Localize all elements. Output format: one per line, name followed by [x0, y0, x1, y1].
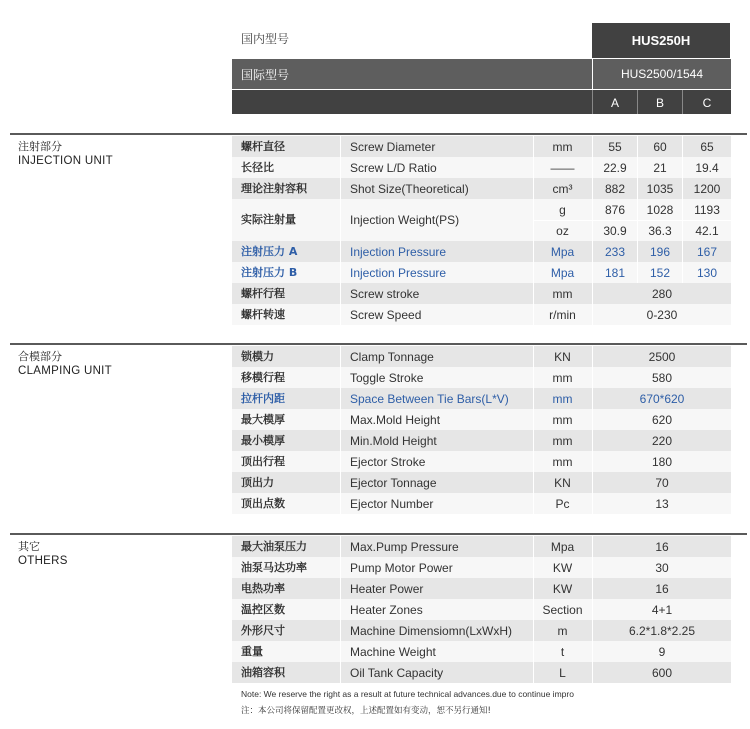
value: 180: [651, 455, 673, 469]
unit: mm: [552, 392, 573, 406]
unit: Mpa: [550, 266, 575, 280]
value-a: 30.9: [603, 224, 627, 238]
injection-section-title: [18, 140, 113, 168]
value-b: 60: [653, 140, 667, 154]
param-name-en: Heater Zones: [350, 603, 423, 617]
param-name-zh: 拉杆内距: [241, 392, 285, 405]
param-name-zh: 注射压力 A: [241, 245, 298, 258]
value: 30: [655, 561, 669, 575]
param-name-zh: 螺杆转速: [241, 308, 285, 321]
param-name-en: Max.Pump Pressure: [350, 540, 459, 554]
value: 620: [651, 413, 673, 427]
others-section-rule: [10, 533, 747, 535]
unit: mm: [552, 287, 573, 301]
value-b: 21: [653, 161, 667, 175]
param-name-en: Ejector Stroke: [350, 455, 426, 469]
value-c: 19.4: [695, 161, 719, 175]
unit: t: [560, 645, 565, 659]
others-title-en: OTHERS: [18, 555, 68, 567]
unit: mm: [552, 413, 573, 427]
unit: m: [557, 624, 568, 638]
param-name-en: Toggle Stroke: [350, 371, 424, 385]
domestic-model-value: HUS250H: [592, 23, 730, 58]
param-name-zh: 最大模厚: [241, 413, 285, 426]
param-name-en: Oil Tank Capacity: [350, 666, 444, 680]
clamping-title-en: CLAMPING UNIT: [18, 365, 112, 377]
param-name-zh: 最大油泵压力: [241, 540, 307, 553]
unit: g: [559, 203, 566, 217]
param-name-en: Screw stroke: [350, 287, 420, 301]
intl-model-label: 国际型号: [241, 68, 290, 82]
unit: r/min: [549, 308, 576, 322]
unit: mm: [552, 455, 573, 469]
value: 16: [655, 540, 669, 554]
value: 6.2*1.8*2.25: [628, 624, 696, 638]
screw-col-a: A: [610, 96, 619, 110]
note-zh: 注：本公司将保留配置更改权，上述配置如有变动，恕不另行通知!: [241, 706, 491, 716]
value-b: 152: [649, 266, 671, 280]
note-en: Note: We reserve the right as a result at future technical advances.due to continue impro: [241, 689, 574, 699]
param-name-en: Injection Pressure: [350, 245, 447, 259]
unit: Mpa: [550, 245, 575, 259]
value-c: 42.1: [695, 224, 719, 238]
param-name-zh: 顶出力: [241, 476, 274, 489]
others-title-zh: 其它: [18, 540, 40, 553]
param-name-zh: 顶出行程: [241, 455, 285, 468]
param-name-en: Injection Pressure: [350, 266, 447, 280]
clamping-section-title: [18, 350, 112, 378]
unit: Pc: [555, 497, 570, 511]
unit: cm³: [552, 182, 573, 196]
value: 0-230: [646, 308, 678, 322]
param-name-en: Heater Power: [350, 582, 424, 596]
injection-title-zh: 注射部分: [18, 140, 62, 153]
unit: KW: [552, 582, 573, 596]
param-name-zh: 油泵马达功率: [241, 561, 307, 574]
value: 2500: [648, 350, 676, 364]
value-a: 876: [604, 203, 626, 217]
param-name-en: Max.Mold Height: [350, 413, 441, 427]
intl-model-value: HUS2500/1544: [620, 67, 704, 81]
value-c: 167: [696, 245, 718, 259]
param-name-zh: 外形尺寸: [241, 624, 285, 637]
param-name-zh: 螺杆行程: [241, 287, 285, 300]
param-name-en: Ejector Tonnage: [350, 476, 437, 490]
value: 4+1: [651, 603, 673, 617]
param-name-zh: 理论注射容积: [241, 182, 307, 195]
value: 70: [655, 476, 669, 490]
domestic-model-label: 国内型号: [241, 32, 290, 46]
param-name-en: Machine Dimensiomn(LxWxH): [350, 624, 513, 638]
value-a: 55: [608, 140, 622, 154]
unit: KN: [554, 350, 571, 364]
unit: mm: [552, 140, 573, 154]
value-b: 1028: [646, 203, 674, 217]
row-separator: [232, 514, 731, 515]
value-c: 1200: [693, 182, 721, 196]
value-a: 22.9: [603, 161, 627, 175]
unit: ——: [550, 161, 575, 175]
param-name-zh: 电热功率: [241, 582, 285, 595]
param-name-en: Screw Diameter: [350, 140, 436, 154]
screw-col-b: B: [655, 96, 664, 110]
row-separator: [232, 325, 731, 326]
value-a: 882: [604, 182, 626, 196]
unit: mm: [552, 371, 573, 385]
param-name-zh: 螺杆直径: [241, 140, 285, 153]
param-name-zh: 重量: [241, 645, 263, 658]
param-name-zh: 油箱容积: [241, 666, 285, 679]
unit: oz: [556, 224, 569, 238]
value: 13: [655, 497, 669, 511]
value: 580: [651, 371, 673, 385]
param-name-zh: 注射压力 B: [241, 266, 298, 279]
injection-section-rule: [10, 133, 747, 135]
param-name-zh: 温控区数: [241, 603, 285, 616]
param-name-zh: 长径比: [241, 161, 274, 174]
screw-col-c: C: [702, 96, 712, 110]
unit: mm: [552, 434, 573, 448]
param-name-en: Screw L/D Ratio: [350, 161, 437, 175]
others-section-title: [18, 540, 68, 568]
unit: Section: [542, 603, 583, 617]
value-b: 196: [649, 245, 671, 259]
value-a: 181: [604, 266, 626, 280]
param-name-en: Shot Size(Theoretical): [350, 182, 469, 196]
value: 280: [651, 287, 673, 301]
unit: Mpa: [550, 540, 575, 554]
param-name-zh: 最小模厚: [241, 434, 285, 447]
param-name-en: Screw Speed: [350, 308, 422, 322]
injection-title-en: INJECTION UNIT: [18, 155, 113, 167]
value: 220: [651, 434, 673, 448]
param-name-en: Pump Motor Power: [350, 561, 453, 575]
value-a: 233: [604, 245, 626, 259]
value-c: 1193: [694, 203, 720, 217]
param-name-en: Ejector Number: [350, 497, 434, 511]
param-name-zh: 顶出点数: [241, 497, 285, 510]
row-separator: [232, 683, 731, 684]
value: 670*620: [639, 392, 685, 406]
param-name-en: Clamp Tonnage: [350, 350, 434, 364]
clamping-section-rule: [10, 343, 747, 345]
value-b: 36.3: [648, 224, 672, 238]
value-c: 130: [696, 266, 718, 280]
param-name-en: Min.Mold Height: [350, 434, 437, 448]
param-name-en: Injection Weight(PS): [350, 213, 460, 227]
unit: KW: [552, 561, 573, 575]
value-c: 65: [700, 140, 714, 154]
value: 9: [658, 645, 666, 659]
unit: L: [559, 666, 566, 680]
unit: KN: [554, 476, 571, 490]
param-name-en: Space Between Tie Bars(L*V): [350, 392, 509, 406]
value: 16: [655, 582, 669, 596]
value-b: 1035: [646, 182, 674, 196]
clamping-title-zh: 合模部分: [18, 350, 62, 363]
value: 600: [651, 666, 673, 680]
param-name-en: Machine Weight: [350, 645, 436, 659]
param-name-zh: 锁模力: [241, 350, 274, 363]
param-name-zh: 实际注射量: [241, 213, 296, 226]
param-name-zh: 移模行程: [241, 371, 285, 384]
